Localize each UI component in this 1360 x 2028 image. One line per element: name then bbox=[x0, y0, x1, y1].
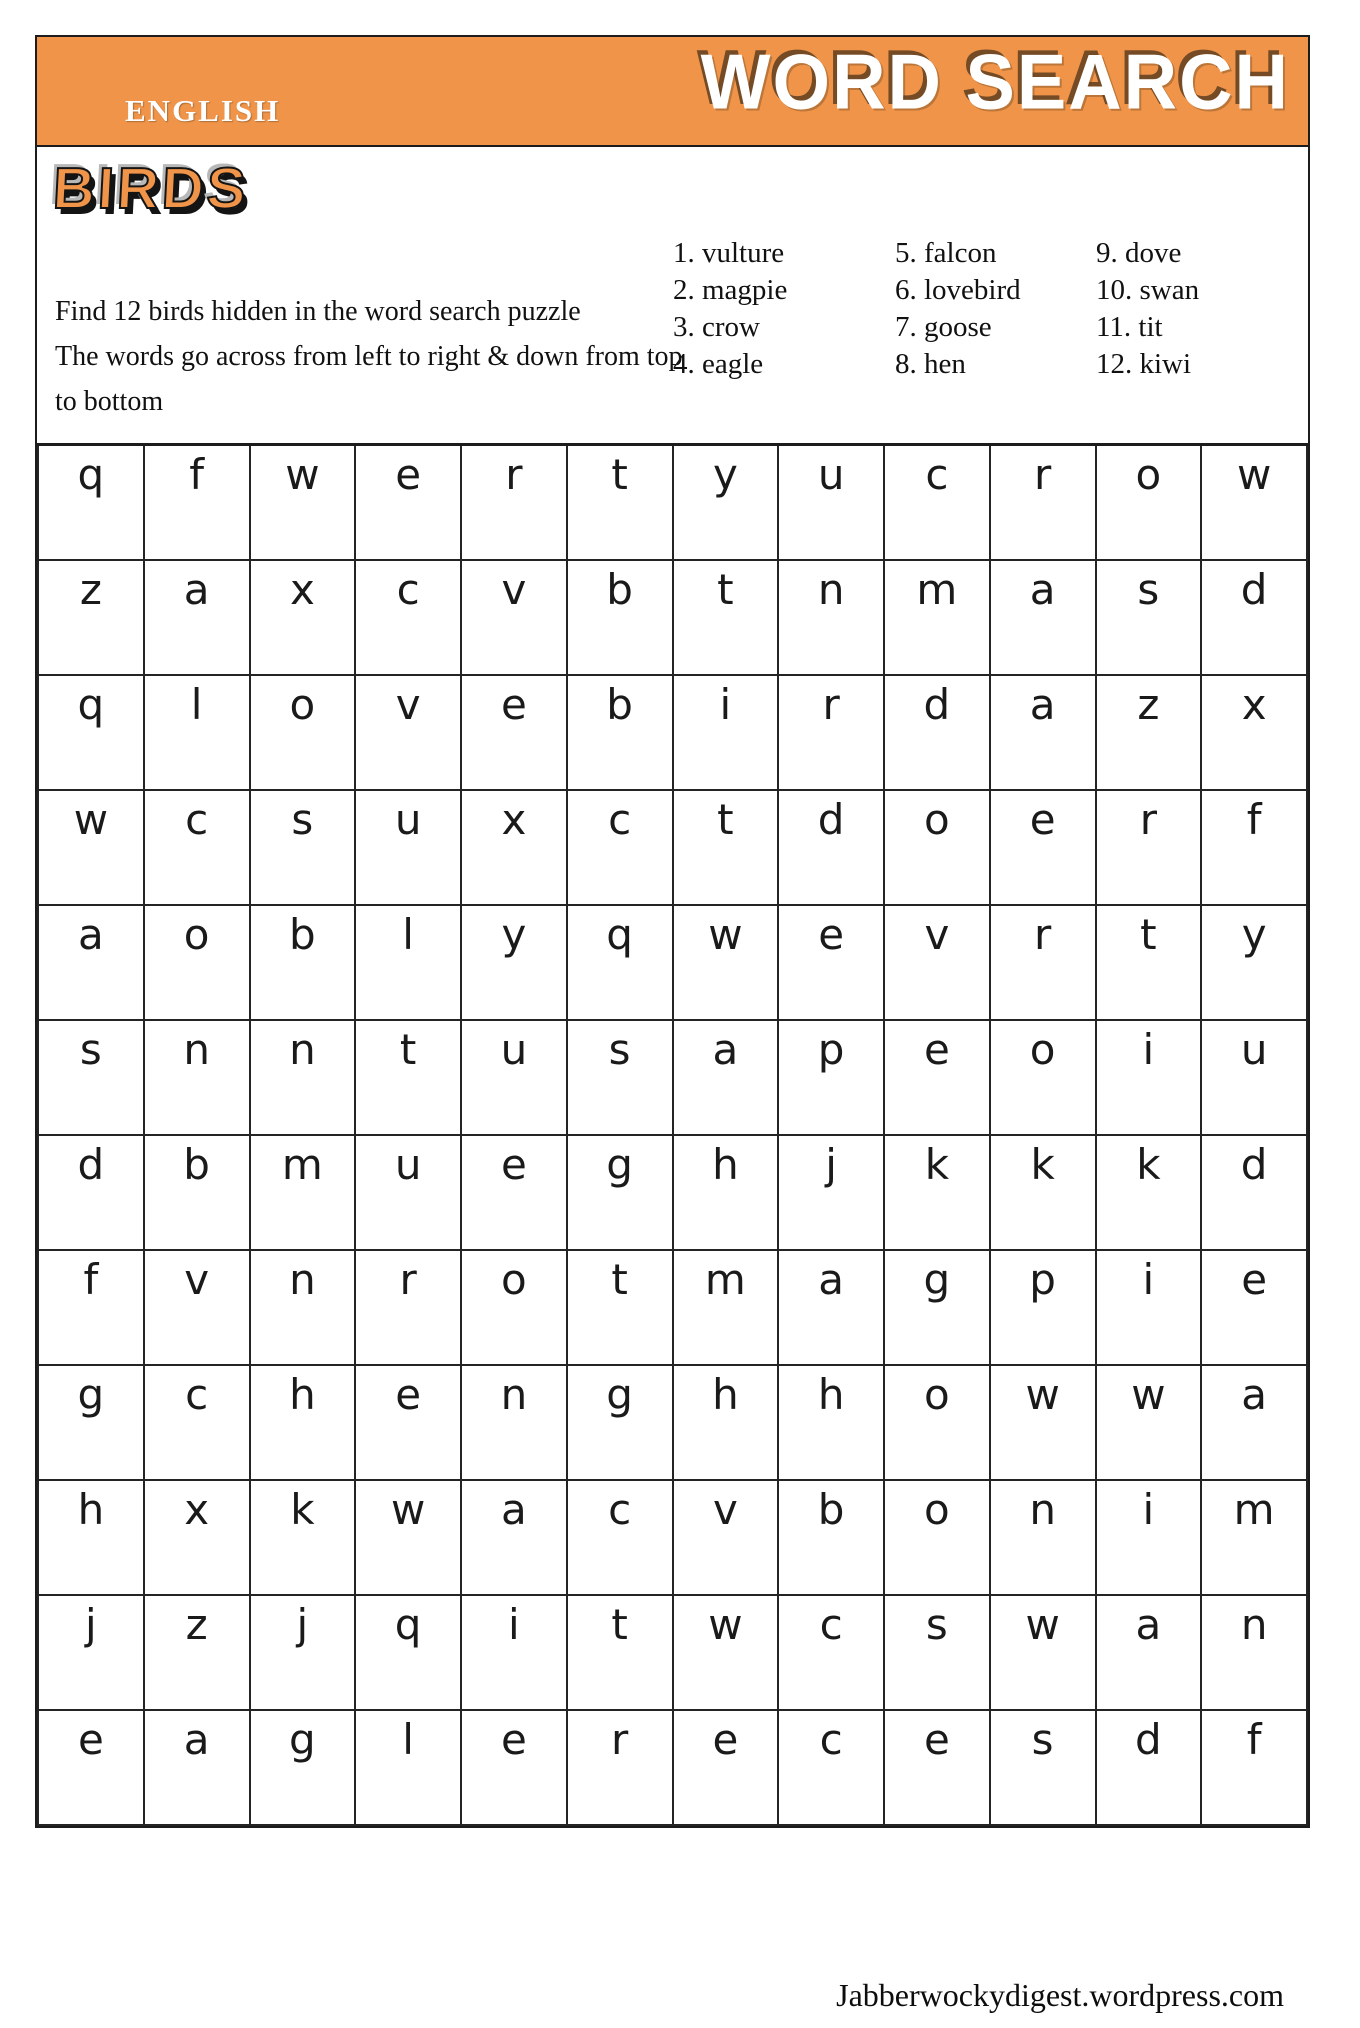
grid-cell: i bbox=[1096, 1480, 1202, 1595]
grid-cell: r bbox=[355, 1250, 461, 1365]
grid-cell: t bbox=[567, 445, 673, 561]
word-list-item: 11. tit bbox=[1096, 311, 1163, 343]
word-list-column bbox=[673, 235, 895, 383]
grid-cell: w bbox=[1096, 1365, 1202, 1480]
grid-cell: y bbox=[673, 445, 779, 561]
grid-cell: o bbox=[461, 1250, 567, 1365]
grid-cell: t bbox=[1096, 905, 1202, 1020]
grid-cell: d bbox=[1096, 1710, 1202, 1825]
grid-cell: n bbox=[250, 1250, 356, 1365]
grid-cell: k bbox=[250, 1480, 356, 1595]
grid-cell: e bbox=[673, 1710, 779, 1825]
grid-cell: a bbox=[778, 1250, 884, 1365]
grid-cell: x bbox=[461, 790, 567, 905]
grid-cell: f bbox=[38, 1250, 144, 1365]
grid-cell: i bbox=[1096, 1250, 1202, 1365]
grid-cell: a bbox=[144, 560, 250, 675]
grid-cell: g bbox=[884, 1250, 990, 1365]
grid-cell: s bbox=[250, 790, 356, 905]
header-banner bbox=[37, 37, 1308, 147]
grid-cell: s bbox=[1096, 560, 1202, 675]
grid-cell: w bbox=[355, 1480, 461, 1595]
grid-row bbox=[38, 1480, 1307, 1595]
word-grid-body bbox=[38, 445, 1307, 1826]
grid-cell: d bbox=[1201, 1135, 1307, 1250]
grid-cell: p bbox=[990, 1250, 1096, 1365]
grid-cell: c bbox=[778, 1710, 884, 1825]
grid-cell: a bbox=[38, 905, 144, 1020]
word-list-item: 10. swan bbox=[1096, 274, 1200, 306]
grid-cell: c bbox=[884, 445, 990, 561]
grid-cell: m bbox=[250, 1135, 356, 1250]
grid-cell: m bbox=[1201, 1480, 1307, 1595]
grid-cell: m bbox=[673, 1250, 779, 1365]
grid-cell: o bbox=[250, 675, 356, 790]
grid-cell: x bbox=[250, 560, 356, 675]
grid-cell: n bbox=[990, 1480, 1096, 1595]
grid-cell: w bbox=[990, 1365, 1096, 1480]
grid-cell: w bbox=[990, 1595, 1096, 1710]
grid-row bbox=[38, 1365, 1307, 1480]
grid-row bbox=[38, 905, 1307, 1020]
grid-cell: g bbox=[567, 1365, 673, 1480]
grid-cell: e bbox=[1201, 1250, 1307, 1365]
grid-cell: t bbox=[355, 1020, 461, 1135]
grid-cell: n bbox=[1201, 1595, 1307, 1710]
grid-cell: e bbox=[461, 1135, 567, 1250]
grid-cell: r bbox=[990, 905, 1096, 1020]
grid-cell: v bbox=[673, 1480, 779, 1595]
subject-label: ENGLISH bbox=[125, 93, 281, 128]
grid-row bbox=[38, 560, 1307, 675]
instruction-line: The words go across from left to right & down from top bbox=[55, 341, 683, 372]
grid-row bbox=[38, 1135, 1307, 1250]
word-list-item: 8. hen bbox=[895, 348, 966, 380]
grid-cell: b bbox=[567, 675, 673, 790]
grid-cell: q bbox=[567, 905, 673, 1020]
grid-cell: r bbox=[567, 1710, 673, 1825]
grid-cell: e bbox=[355, 1365, 461, 1480]
grid-cell: x bbox=[1201, 675, 1307, 790]
grid-cell: y bbox=[461, 905, 567, 1020]
page-title: WORD SEARCH bbox=[700, 37, 1290, 126]
word-list bbox=[673, 235, 1199, 383]
grid-cell: g bbox=[38, 1365, 144, 1480]
grid-cell: o bbox=[1096, 445, 1202, 561]
grid-cell: l bbox=[144, 675, 250, 790]
grid-cell: u bbox=[355, 790, 461, 905]
grid-cell: f bbox=[1201, 790, 1307, 905]
grid-cell: n bbox=[778, 560, 884, 675]
word-list-item: 12. kiwi bbox=[1096, 348, 1192, 380]
grid-cell: h bbox=[673, 1135, 779, 1250]
word-grid bbox=[37, 443, 1308, 1826]
grid-cell: a bbox=[1096, 1595, 1202, 1710]
grid-cell: a bbox=[144, 1710, 250, 1825]
word-list-item: 4. eagle bbox=[673, 348, 764, 380]
grid-cell: o bbox=[884, 790, 990, 905]
grid-cell: n bbox=[144, 1020, 250, 1135]
grid-cell: d bbox=[1201, 560, 1307, 675]
grid-cell: z bbox=[144, 1595, 250, 1710]
grid-cell: q bbox=[38, 675, 144, 790]
grid-row bbox=[38, 675, 1307, 790]
grid-cell: c bbox=[567, 790, 673, 905]
grid-cell: q bbox=[38, 445, 144, 561]
grid-cell: c bbox=[144, 790, 250, 905]
grid-cell: s bbox=[567, 1020, 673, 1135]
grid-cell: s bbox=[990, 1710, 1096, 1825]
instructions-text bbox=[55, 289, 683, 424]
grid-cell: a bbox=[461, 1480, 567, 1595]
grid-cell: b bbox=[250, 905, 356, 1020]
grid-cell: m bbox=[884, 560, 990, 675]
grid-cell: o bbox=[990, 1020, 1096, 1135]
grid-cell: d bbox=[884, 675, 990, 790]
grid-cell: u bbox=[1201, 1020, 1307, 1135]
grid-row bbox=[38, 445, 1307, 561]
grid-row bbox=[38, 790, 1307, 905]
grid-cell: i bbox=[673, 675, 779, 790]
grid-cell: e bbox=[990, 790, 1096, 905]
grid-cell: v bbox=[144, 1250, 250, 1365]
grid-cell: t bbox=[567, 1250, 673, 1365]
footer-url: Jabberwockydigest.wordpress.com bbox=[836, 1977, 1284, 2013]
intro-section bbox=[37, 147, 1308, 443]
grid-cell: e bbox=[884, 1020, 990, 1135]
word-list-item: 3. crow bbox=[673, 311, 760, 343]
word-list-item: 2. magpie bbox=[673, 274, 788, 306]
worksheet-frame bbox=[35, 35, 1310, 1828]
grid-row bbox=[38, 1710, 1307, 1825]
grid-cell: c bbox=[144, 1365, 250, 1480]
grid-cell: k bbox=[884, 1135, 990, 1250]
word-list-item: 9. dove bbox=[1096, 237, 1182, 269]
grid-cell: r bbox=[1096, 790, 1202, 905]
grid-cell: k bbox=[990, 1135, 1096, 1250]
grid-cell: w bbox=[38, 790, 144, 905]
grid-cell: k bbox=[1096, 1135, 1202, 1250]
grid-cell: e bbox=[461, 675, 567, 790]
grid-cell: a bbox=[990, 675, 1096, 790]
word-list-column bbox=[1096, 235, 1199, 383]
grid-cell: w bbox=[673, 905, 779, 1020]
grid-cell: d bbox=[38, 1135, 144, 1250]
topic-title: BIRDS bbox=[51, 156, 251, 221]
grid-row bbox=[38, 1595, 1307, 1710]
grid-cell: w bbox=[1201, 445, 1307, 561]
word-list-item: 1. vulture bbox=[673, 237, 785, 269]
word-list-column bbox=[895, 235, 1096, 383]
grid-cell: w bbox=[250, 445, 356, 561]
grid-cell: v bbox=[461, 560, 567, 675]
grid-cell: o bbox=[884, 1480, 990, 1595]
grid-cell: t bbox=[673, 790, 779, 905]
grid-cell: s bbox=[38, 1020, 144, 1135]
grid-cell: n bbox=[250, 1020, 356, 1135]
grid-cell: d bbox=[778, 790, 884, 905]
word-list-item: 7. goose bbox=[895, 311, 992, 343]
grid-cell: b bbox=[778, 1480, 884, 1595]
grid-cell: t bbox=[673, 560, 779, 675]
grid-cell: u bbox=[778, 445, 884, 561]
grid-cell: a bbox=[673, 1020, 779, 1135]
grid-row bbox=[38, 1250, 1307, 1365]
grid-cell: p bbox=[778, 1020, 884, 1135]
grid-cell: l bbox=[355, 905, 461, 1020]
grid-cell: e bbox=[884, 1710, 990, 1825]
grid-cell: c bbox=[355, 560, 461, 675]
grid-cell: j bbox=[38, 1595, 144, 1710]
grid-cell: h bbox=[250, 1365, 356, 1480]
grid-cell: h bbox=[673, 1365, 779, 1480]
grid-cell: l bbox=[355, 1710, 461, 1825]
grid-cell: e bbox=[778, 905, 884, 1020]
grid-cell: u bbox=[355, 1135, 461, 1250]
grid-cell: u bbox=[461, 1020, 567, 1135]
grid-cell: w bbox=[673, 1595, 779, 1710]
grid-cell: v bbox=[355, 675, 461, 790]
word-list-item: 5. falcon bbox=[895, 237, 997, 269]
grid-cell: z bbox=[1096, 675, 1202, 790]
grid-cell: q bbox=[355, 1595, 461, 1710]
grid-cell: r bbox=[778, 675, 884, 790]
grid-cell: c bbox=[778, 1595, 884, 1710]
word-list-item: 6. lovebird bbox=[895, 274, 1021, 306]
grid-cell: r bbox=[990, 445, 1096, 561]
grid-cell: r bbox=[461, 445, 567, 561]
grid-cell: t bbox=[567, 1595, 673, 1710]
instruction-line: to bottom bbox=[55, 386, 164, 417]
grid-cell: a bbox=[1201, 1365, 1307, 1480]
grid-cell: h bbox=[778, 1365, 884, 1480]
grid-cell: z bbox=[38, 560, 144, 675]
grid-cell: y bbox=[1201, 905, 1307, 1020]
grid-cell: c bbox=[567, 1480, 673, 1595]
grid-cell: f bbox=[1201, 1710, 1307, 1825]
grid-cell: e bbox=[355, 445, 461, 561]
grid-cell: a bbox=[990, 560, 1096, 675]
grid-cell: f bbox=[144, 445, 250, 561]
grid-cell: o bbox=[144, 905, 250, 1020]
grid-cell: x bbox=[144, 1480, 250, 1595]
grid-cell: v bbox=[884, 905, 990, 1020]
grid-cell: i bbox=[1096, 1020, 1202, 1135]
grid-cell: e bbox=[38, 1710, 144, 1825]
grid-cell: g bbox=[250, 1710, 356, 1825]
grid-cell: b bbox=[567, 560, 673, 675]
grid-cell: g bbox=[567, 1135, 673, 1250]
grid-cell: i bbox=[461, 1595, 567, 1710]
grid-cell: j bbox=[250, 1595, 356, 1710]
grid-cell: s bbox=[884, 1595, 990, 1710]
grid-cell: n bbox=[461, 1365, 567, 1480]
grid-cell: e bbox=[461, 1710, 567, 1825]
grid-cell: j bbox=[778, 1135, 884, 1250]
grid-row bbox=[38, 1020, 1307, 1135]
grid-cell: b bbox=[144, 1135, 250, 1250]
grid-cell: o bbox=[884, 1365, 990, 1480]
instruction-line: Find 12 birds hidden in the word search puzzle bbox=[55, 296, 581, 327]
grid-cell: h bbox=[38, 1480, 144, 1595]
